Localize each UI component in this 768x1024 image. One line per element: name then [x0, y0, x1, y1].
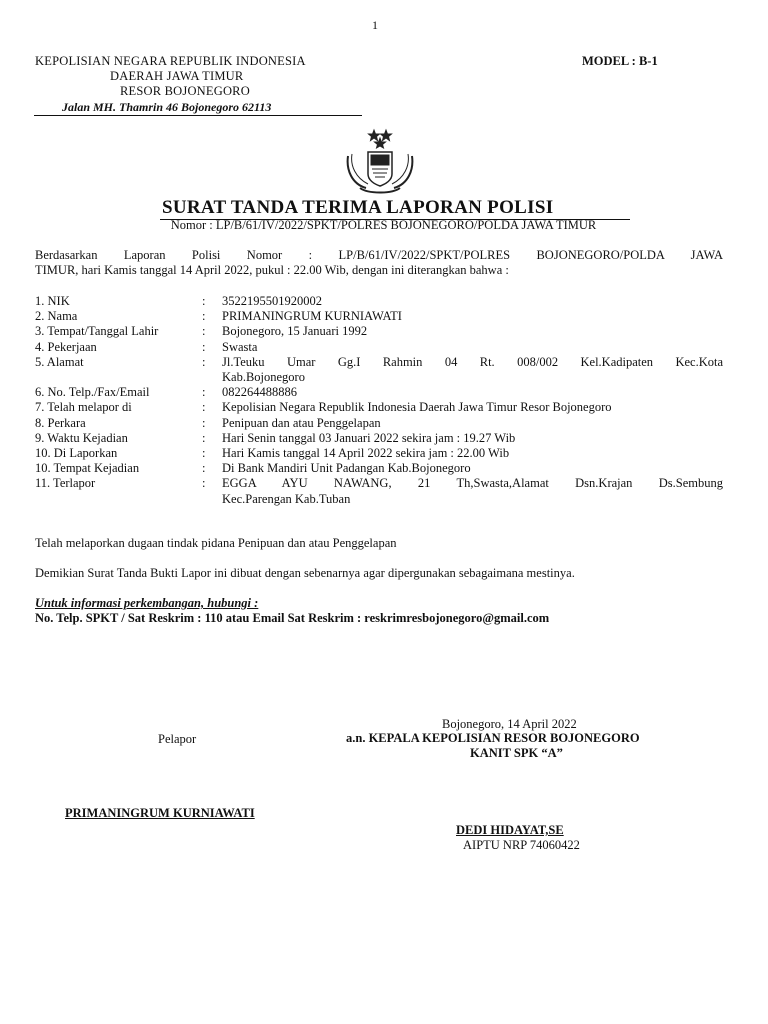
intro-paragraph: [35, 248, 723, 278]
field-value-line: Kepolisian Negara Republik Indonesia Daerah Jawa Timur Resor Bojonegoro: [222, 400, 612, 415]
document-title: SURAT TANDA TERIMA LAPORAN POLISI: [160, 197, 630, 220]
field-value-line: Di Bank Mandiri Unit Padangan Kab.Bojonegoro: [222, 461, 471, 476]
field-row: [35, 294, 723, 309]
info-heading: Untuk informasi perkembangan, hubungi :: [35, 596, 259, 610]
field-colon: :: [202, 476, 206, 491]
field-label: 4. Pekerjaan: [35, 339, 97, 354]
field-label: 11. Terlapor: [35, 476, 96, 491]
field-value: [222, 400, 723, 415]
field-value-line: Penipuan dan atau Penggelapan: [222, 415, 381, 430]
field-value: [222, 355, 723, 385]
info-contact: No. Telp. SPKT / Sat Reskrim : 110 atau Email Sat Reskrim : reskrimresbojonegoro@gmail.com: [35, 611, 550, 625]
field-value: [222, 294, 723, 309]
reporter-label: Pelapor: [158, 732, 197, 746]
field-row: [35, 309, 723, 324]
field-value-line: Kec.Parengan Kab.Tuban: [222, 491, 351, 506]
field-label: 7. Telah melapor di: [35, 400, 132, 415]
field-value: [222, 309, 723, 324]
field-colon: :: [202, 354, 206, 369]
field-value: [222, 385, 723, 400]
page-number: 1: [372, 18, 378, 32]
intro-line-2: TIMUR, hari Kamis tanggal 14 April 2022, pukul : 22.00 Wib, dengan ini diterangkan bahwa :: [35, 263, 509, 277]
field-row: [35, 476, 723, 506]
field-colon: :: [202, 400, 206, 415]
field-row: [35, 461, 723, 476]
field-colon: :: [202, 461, 206, 476]
field-colon: :: [202, 309, 206, 324]
field-value-line: Hari Kamis tanggal 14 April 2022 sekira jam : 22.00 Wib: [222, 446, 510, 461]
header-address: Jalan MH. Thamrin 46 Bojonegoro 62113: [34, 100, 362, 116]
header-institution: KEPOLISIAN NEGARA REPUBLIK INDONESIA: [35, 54, 306, 68]
police-emblem-icon: [338, 126, 422, 196]
field-value-line: Kab.Bojonegoro: [222, 370, 305, 385]
field-value-line: 082264488886: [222, 385, 297, 400]
field-label: 5. Alamat: [35, 354, 84, 369]
field-row: [35, 385, 723, 400]
field-label: 6. No. Telp./Fax/Email: [35, 385, 150, 400]
field-value-line: Hari Senin tanggal 03 Januari 2022 sekira jam : 19.27 Wib: [222, 430, 516, 445]
intro-line-1: Berdasarkan Laporan Polisi Nomor : LP/B/61/IV/2022/SPKT/POLRES BOJONEGORO/POLDA JAWA: [35, 248, 723, 262]
model-label: MODEL : B-1: [582, 54, 658, 68]
reporter-name: PRIMANINGRUM KURNIAWATI: [65, 806, 255, 820]
field-label: 1. NIK: [35, 294, 70, 308]
field-label: 8. Perkara: [35, 415, 86, 430]
field-value-line: Swasta: [222, 339, 258, 354]
field-value: [222, 324, 723, 339]
field-value-line: 3522195501920002: [222, 294, 322, 308]
field-row: [35, 446, 723, 461]
field-colon: :: [202, 294, 206, 308]
closing-statement: Demikian Surat Tanda Bukti Lapor ini dibuat dengan sebenarnya agar dipergunakan sebagaimana mestinya.: [35, 566, 575, 580]
field-value: [222, 446, 723, 461]
officer-name: DEDI HIDAYAT,SE: [456, 823, 564, 837]
document-number: Nomor : LP/B/61/IV/2022/SPKT/POLRES BOJONEGORO/POLDA JAWA TIMUR: [170, 218, 597, 232]
field-value: [222, 476, 723, 506]
field-value-line: Bojonegoro, 15 Januari 1992: [222, 324, 368, 339]
field-colon: :: [202, 324, 206, 339]
field-colon: :: [202, 430, 206, 445]
case-statement: Telah melaporkan dugaan tindak pidana Penipuan dan atau Penggelapan: [35, 536, 397, 550]
field-label: 10. Tempat Kejadian: [35, 461, 140, 476]
field-row: [35, 416, 723, 431]
field-colon: :: [202, 446, 206, 461]
field-label: 3. Tempat/Tanggal Lahir: [35, 324, 159, 339]
field-row: [35, 400, 723, 415]
field-row: [35, 431, 723, 446]
field-value-line: Jl.Teuku Umar Gg.I Rahmin 04 Rt. 008/002 Kel.Kadipaten Kec.Kota: [222, 354, 723, 369]
signature-place-date: Bojonegoro, 14 April 2022: [442, 717, 577, 731]
field-value-line: EGGA AYU NAWANG, 21 Th,Swasta,Alamat Dsn.Krajan Ds.Sembung: [222, 476, 723, 491]
field-label: 10. Di Laporkan: [35, 446, 118, 461]
report-fields: [35, 294, 723, 507]
header-region: DAERAH JAWA TIMUR: [110, 69, 244, 83]
field-value-line: PRIMANINGRUM KURNIAWATI: [222, 309, 402, 324]
officer-title-line2: KANIT SPK “A”: [470, 746, 563, 760]
field-colon: :: [202, 415, 206, 430]
field-value: [222, 431, 723, 446]
officer-id: AIPTU NRP 74060422: [463, 838, 580, 852]
field-label: 2. Nama: [35, 309, 78, 324]
field-row: [35, 324, 723, 339]
field-value: [222, 416, 723, 431]
field-value: [222, 340, 723, 355]
field-colon: :: [202, 339, 206, 354]
field-colon: :: [202, 385, 206, 400]
field-value: [222, 461, 723, 476]
field-row: [35, 355, 723, 385]
field-label: 9. Waktu Kejadian: [35, 430, 128, 445]
header-resort: RESOR BOJONEGORO: [120, 84, 250, 98]
officer-title-line1: a.n. KEPALA KEPOLISIAN RESOR BOJONEGORO: [346, 731, 640, 745]
field-row: [35, 340, 723, 355]
